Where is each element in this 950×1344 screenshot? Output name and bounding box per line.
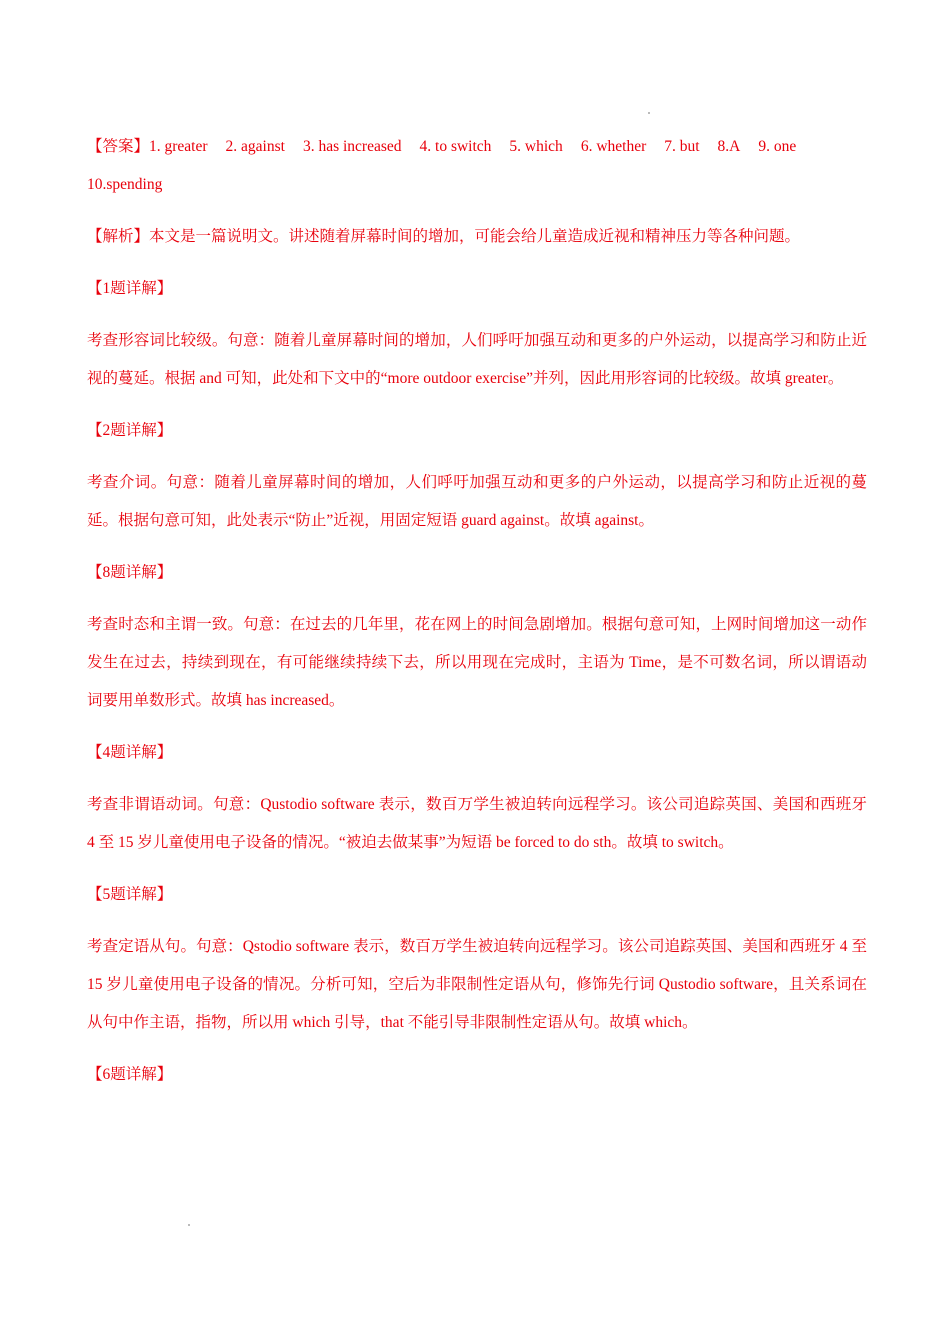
document-body [87,128,867,1094]
section-heading: 【6题详解】 [87,1066,173,1083]
answer-item: 1. greater [149,138,208,155]
analysis-paragraph [87,218,867,256]
section-text: 考查介词。句意：随着儿童屏幕时间的增加，人们呼吁加强互动和更多的户外运动，以提高学习和防止近视的蔓延。根据句意可知，此处表示“防止”近视，用固定短语 guard against。故填 against。 [87,474,867,529]
section-text: 考查定语从句。句意：Qstodio software 表示，数百万学生被迫转向远程学习。该公司追踪英国、美国和西班牙 4 至 15 岁儿童使用电子设备的情况。分析可知，空后为非限制性定语从句，修饰先行词 Qustodio software，且关系词在从句中作主语，指物，所以用 which 引导，that 不能引导非限制性定语从句。故填 which。 [87,938,867,1031]
answer-item: 6. whether [580,138,647,155]
answer-item: 3. has increased [302,138,402,155]
answer-line [87,128,867,166]
section-heading: 【4题详解】 [87,744,173,761]
section-heading: 【8题详解】 [87,564,173,581]
answer-label: 【答案】 [87,138,150,155]
answer-item: 8.A [717,138,741,155]
section-heading: 【1题详解】 [87,280,173,297]
page-mark [648,112,650,114]
section-text: 考查形容词比较级。句意：随着儿童屏幕时间的增加，人们呼吁加强互动和更多的户外运动，以提高学习和防止近视的蔓延。根据 and 可知，此处和下文中的“more outdoor exercise”并列，因此用形容词的比较级。故填 greater。 [87,332,867,387]
section-text: 考查时态和主谓一致。句意：在过去的几年里，花在网上的时间急剧增加。根据句意可知，上网时间增加这一动作发生在过去，持续到现在，有可能继续持续下去，所以用现在完成时，主语为 Time，是不可数名词，所以谓语动词要用单数形式。故填 has increased。 [87,616,867,709]
answer-item: 10.spending [87,176,163,193]
page-mark [188,1224,190,1226]
analysis-text: 本文是一篇说明文。讲述随着屏幕时间的增加，可能会给儿童造成近视和精神压力等各种问题。 [149,228,801,245]
answer-item: 5. which [509,138,563,155]
answer-item: 7. but [664,138,700,155]
answer-item: 2. against [225,138,285,155]
section-heading: 【2题详解】 [87,422,173,439]
analysis-label: 【解析】 [87,228,150,245]
answer-item: 9. one [758,138,797,155]
section-text: 考查非谓语动词。句意：Qustodio software 表示，数百万学生被迫转向远程学习。该公司追踪英国、美国和西班牙 4 至 15 岁儿童使用电子设备的情况。“被迫去做某事”为短语 be forced to do sth。故填 to switch。 [87,796,867,851]
answer-block [87,128,867,204]
answer-item: 4. to switch [419,138,492,155]
section-heading: 【5题详解】 [87,886,173,903]
